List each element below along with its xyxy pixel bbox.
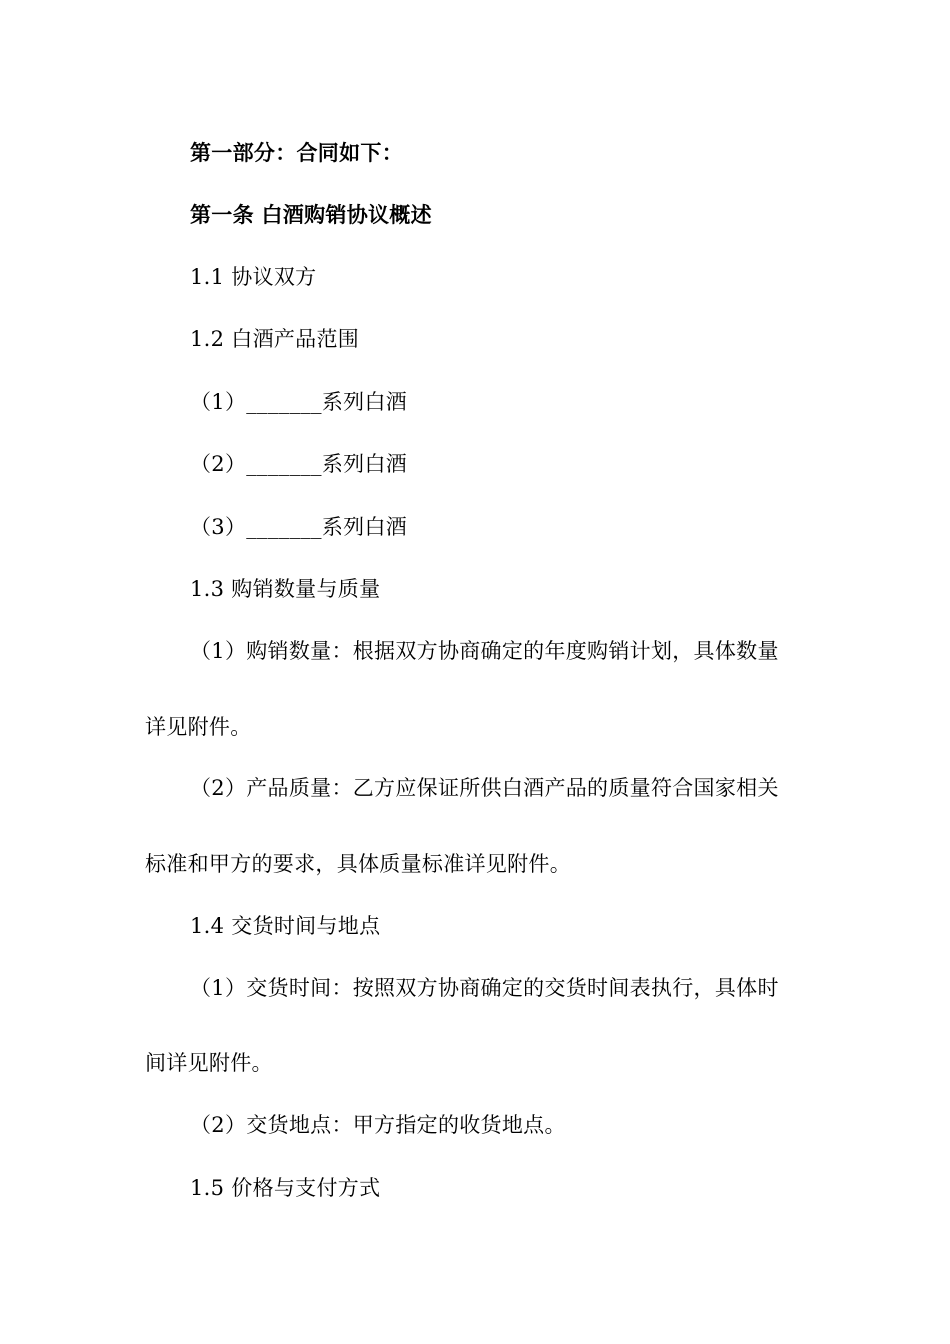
section-1-2: 1.2 白酒产品范围 [190, 327, 360, 351]
product-item-2: （2）_______系列白酒 [190, 452, 408, 476]
quality-paragraph-line1: （2）产品质量：乙方应保证所供白酒产品的质量符合国家相关 [190, 776, 779, 800]
delivery-location-paragraph: （2）交货地点：甲方指定的收货地点。 [190, 1113, 566, 1137]
section-1-1: 1.1 协议双方 [190, 265, 317, 289]
product-item-3: （3）_______系列白酒 [190, 515, 408, 539]
section-1-4: 1.4 交货时间与地点 [190, 914, 381, 938]
section-1-5: 1.5 价格与支付方式 [190, 1176, 381, 1200]
quantity-paragraph-line1: （1）购销数量：根据双方协商确定的年度购销计划，具体数量 [190, 639, 779, 663]
delivery-time-paragraph-line2: 间详见附件。 [145, 1051, 273, 1075]
quantity-paragraph-line2: 详见附件。 [145, 715, 252, 739]
product-item-1: （1）_______系列白酒 [190, 390, 408, 414]
quality-paragraph-line2: 标准和甲方的要求，具体质量标准详见附件。 [145, 852, 571, 876]
article-title: 第一条 白酒购销协议概述 [190, 203, 432, 227]
section-1-3: 1.3 购销数量与质量 [190, 577, 381, 601]
delivery-time-paragraph-line1: （1）交货时间：按照双方协商确定的交货时间表执行，具体时 [190, 976, 779, 1000]
part-title: 第一部分：合同如下： [190, 141, 403, 165]
